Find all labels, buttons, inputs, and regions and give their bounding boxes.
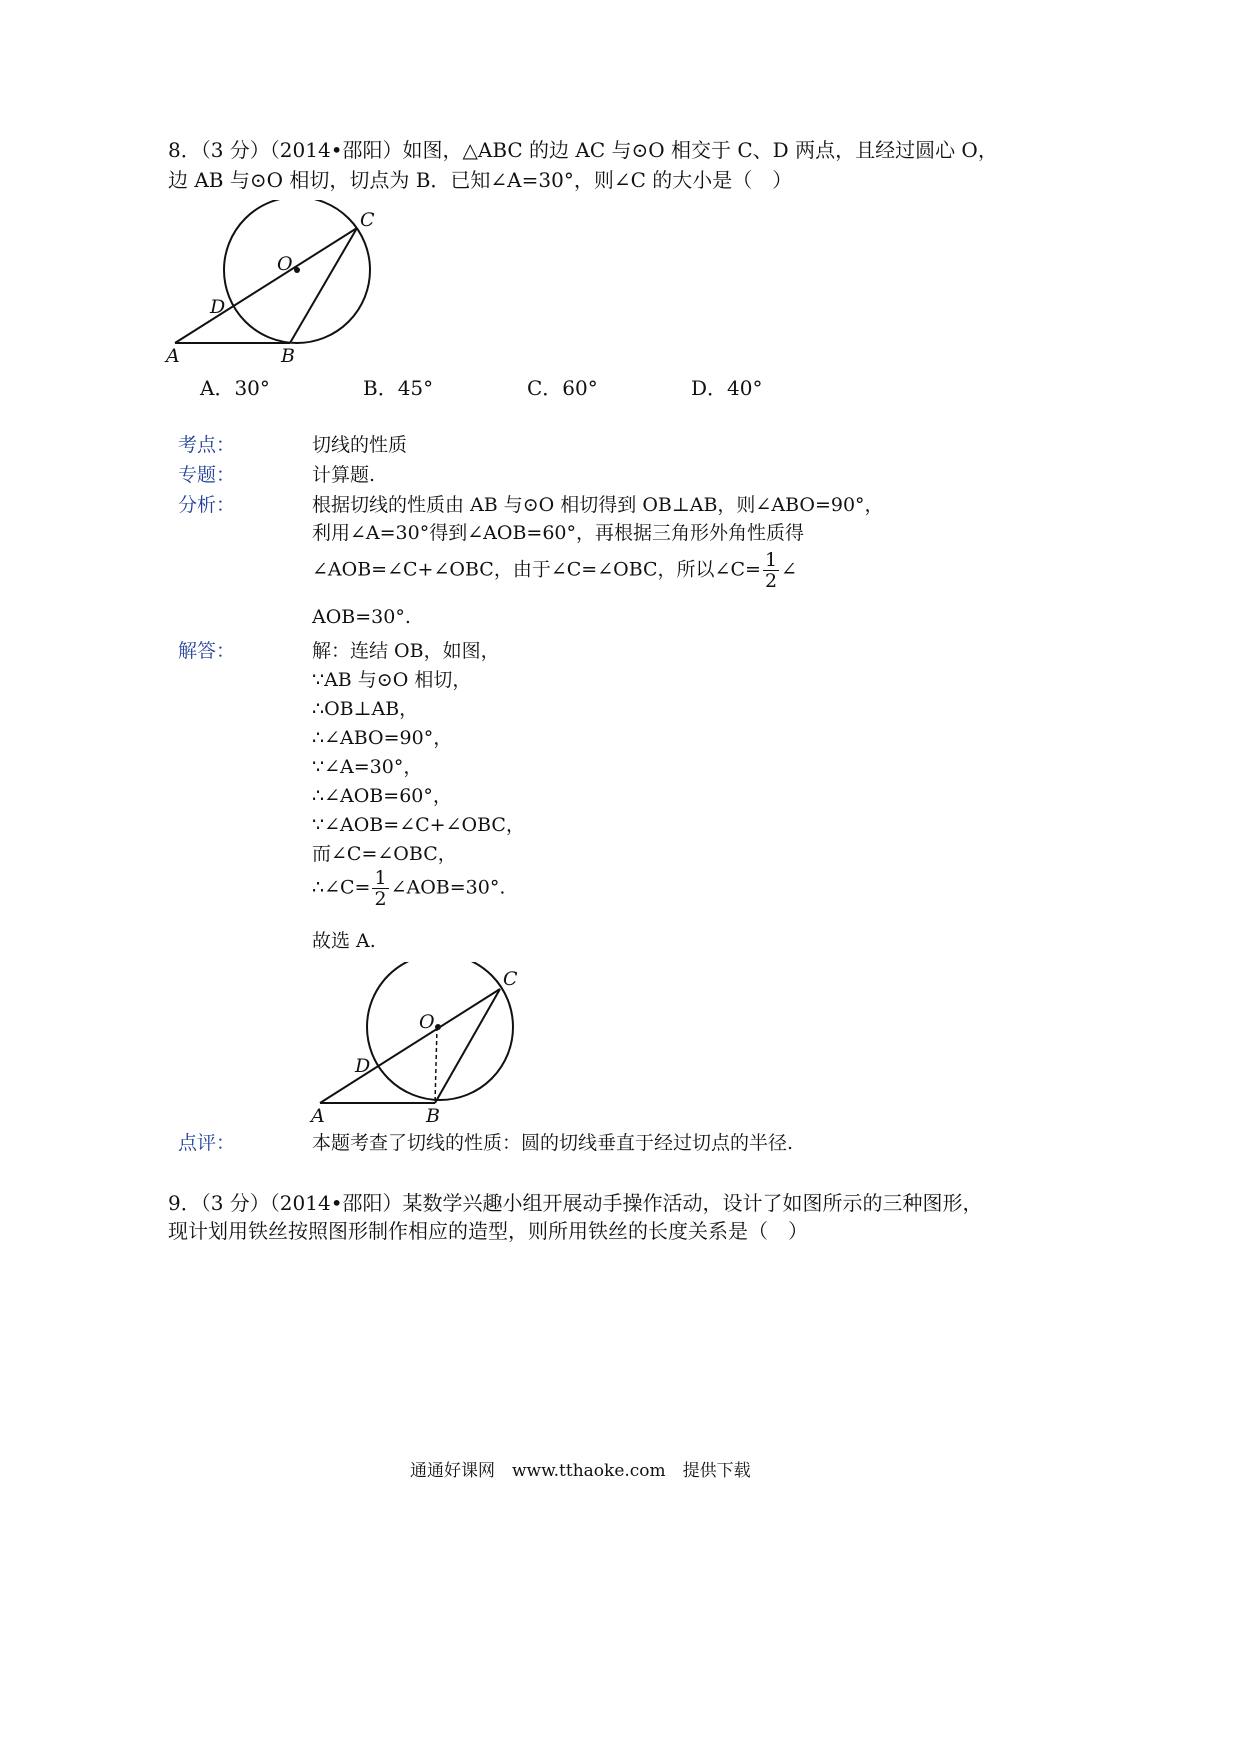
segment-bc-2: [435, 989, 500, 1103]
fenxi-line-3: [312, 550, 797, 591]
jieda-step-1: 解：连结 OB，如图，: [312, 640, 500, 662]
segment-ac-2: [320, 989, 500, 1103]
question-9-line-1: 9．（3 分）（2014•邵阳）某数学兴趣小组开展动手操作活动，设计了如图所示的三种图形，: [168, 1191, 983, 1215]
jieda-step-2: ∵AB 与⊙O 相切，: [312, 669, 472, 691]
label-c-2: C: [503, 968, 518, 990]
segment-bc: [290, 228, 357, 343]
fraction-half: [763, 550, 779, 591]
jieda-conclusion: 故选 A.: [312, 930, 376, 952]
fenxi-line-2: 利用∠A=30°得到∠AOB=60°，再根据三角形外角性质得: [312, 522, 805, 544]
option-a[interactable]: A．30°: [200, 376, 270, 400]
label-b: B: [281, 345, 295, 367]
jieda-final-post: ∠AOB=30°.: [390, 876, 506, 899]
fraction-denominator-2: 2: [374, 888, 387, 910]
solution-figure: [305, 962, 535, 1127]
fraction-numerator-2: 1: [374, 867, 387, 889]
label-zhuanti: 专题：: [178, 464, 236, 486]
label-a-2: A: [311, 1105, 325, 1127]
fraction-denominator: 2: [764, 570, 778, 592]
option-d[interactable]: D．40°: [691, 376, 763, 400]
label-c: C: [360, 209, 375, 231]
circle-o-2: [367, 962, 513, 1100]
jieda-step-4: ∴∠ABO=90°，: [312, 727, 453, 749]
option-c[interactable]: C．60°: [527, 376, 598, 400]
question-8-figure: [160, 200, 400, 370]
question-9-line-2: 现计划用铁丝按照图形制作相应的造型，则所用铁丝的长度关系是（ ）: [168, 1219, 808, 1243]
label-jieda: 解答：: [178, 640, 236, 662]
center-point-o: [294, 267, 300, 273]
label-o: O: [277, 253, 293, 275]
fenxi-line-1: 根据切线的性质由 AB 与⊙O 相切得到 OB⊥AB，则∠ABO=90°，: [312, 494, 884, 516]
label-dianping: 点评：: [178, 1132, 236, 1154]
fenxi-line-3-pre: ∠AOB=∠C+∠OBC，由于∠C=∠OBC，所以∠C=: [312, 558, 761, 581]
jieda-final-pre: ∴∠C=: [312, 876, 371, 899]
kaodian-text: 切线的性质: [312, 434, 408, 456]
label-kaodian: 考点：: [178, 434, 236, 456]
label-b-2: B: [426, 1105, 440, 1127]
center-point-o-2: [435, 1024, 441, 1030]
label-fenxi: 分析：: [178, 494, 236, 516]
question-8-line-2: 边 AB 与⊙O 相切，切点为 B．已知∠A=30°，则∠C 的大小是（ ）: [168, 168, 793, 192]
segment-ac: [175, 228, 357, 343]
dianping-text: 本题考查了切线的性质：圆的切线垂直于经过切点的半径.: [312, 1132, 794, 1154]
jieda-step-5: ∵∠A=30°，: [312, 756, 423, 778]
page-footer: 通通好课网 www.tthaoke.com 提供下载: [410, 1461, 751, 1481]
label-o-2: O: [419, 1011, 435, 1033]
fenxi-line-3-post: ∠: [781, 558, 797, 581]
fraction-numerator: 1: [764, 549, 778, 571]
zhuanti-text: 计算题.: [312, 464, 376, 486]
fraction-half-2: [372, 868, 388, 909]
option-b[interactable]: B．45°: [363, 376, 434, 400]
label-d: D: [210, 296, 226, 318]
jieda-step-7: ∵∠AOB=∠C+∠OBC，: [312, 814, 525, 836]
jieda-step-8: 而∠C=∠OBC，: [312, 843, 457, 865]
fenxi-line-4: AOB=30°.: [312, 606, 411, 628]
jieda-final: [312, 868, 505, 909]
jieda-step-6: ∴∠AOB=60°，: [312, 785, 452, 807]
question-8-line-1: 8．（3 分）（2014•邵阳）如图，△ABC 的边 AC 与⊙O 相交于 C、D 两点，且经过圆心 O，: [168, 138, 998, 162]
label-d-2: D: [355, 1055, 371, 1077]
label-a: A: [166, 345, 180, 367]
segment-ob-dashed: [435, 1027, 437, 1103]
jieda-step-3: ∴OB⊥AB，: [312, 698, 419, 720]
